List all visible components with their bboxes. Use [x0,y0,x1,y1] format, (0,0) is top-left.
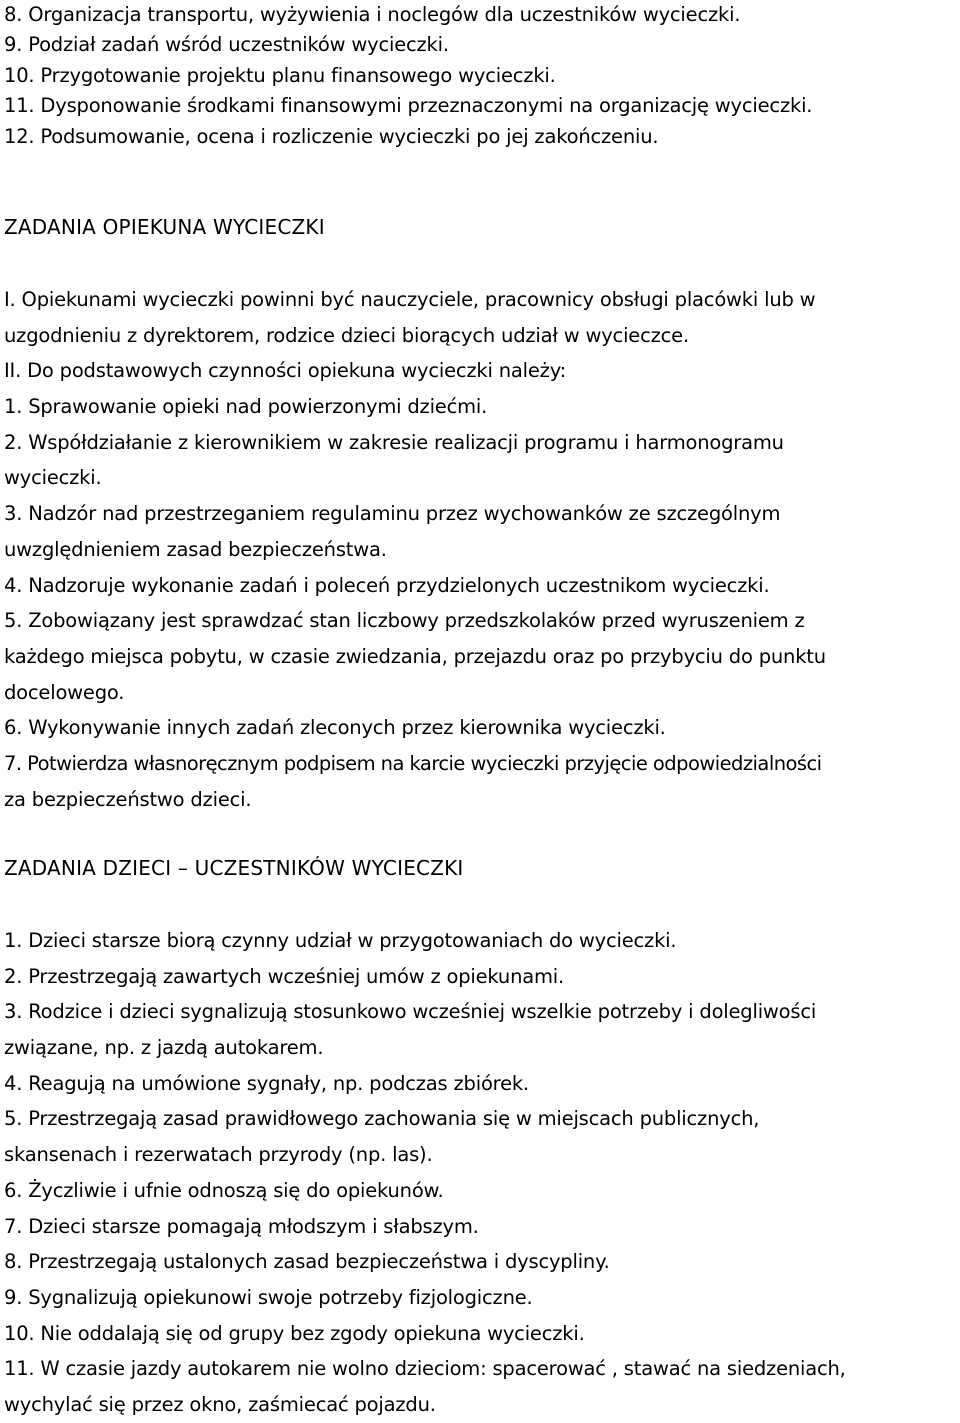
list-item: 8. Przestrzegają ustalonych zasad bezpieczeństwa i dyscypliny. [4,1250,610,1274]
paragraph-line: uzgodnieniu z dyrektorem, rodzice dzieci biorących udział w wycieczce. [4,323,689,347]
list-item: 7. Potwierdza własnoręcznym podpisem na karcie wycieczki przyjęcie odpowiedzialności [4,751,822,775]
list-item: 1. Sprawowanie opieki nad powierzonymi dziećmi. [4,395,488,419]
list-item: 11. Dysponowanie środkami finansowymi przeznaczonymi na organizację wycieczki. [4,94,813,118]
section-heading-guardian: ZADANIA OPIEKUNA WYCIECZKI [4,215,325,239]
list-item: 4. Reagują na umówione sygnały, np. podczas zbiórek. [4,1071,529,1095]
list-item: 2. Współdziałanie z kierownikiem w zakresie realizacji programu i harmonogramu [4,430,784,454]
list-item: 12. Podsumowanie, ocena i rozliczenie wycieczki po jej zakończeniu. [4,124,659,148]
list-item-continuation: skansenach i rezerwatach przyrody (np. las). [4,1143,433,1167]
list-item: 5. Przestrzegają zasad prawidłowego zachowania się w miejscach publicznych, [4,1107,760,1131]
list-item-continuation: związane, np. z jazdą autokarem. [4,1036,324,1060]
list-item: 3. Nadzór nad przestrzeganiem regulaminu przez wychowanków ze szczególnym [4,502,781,526]
list-item: 3. Rodzice i dzieci sygnalizują stosunkowo wcześniej wszelkie potrzeby i dolegliwości [4,1000,817,1024]
list-item: 10. Przygotowanie projektu planu finansowego wycieczki. [4,63,556,87]
list-item: 9. Sygnalizują opiekunowi swoje potrzeby fizjologiczne. [4,1285,533,1309]
list-item: 6. Wykonywanie innych zadań zleconych przez kierownika wycieczki. [4,716,666,740]
list-item: 9. Podział zadań wśród uczestników wycieczki. [4,33,449,57]
section-heading-children: ZADANIA DZIECI – UCZESTNIKÓW WYCIECZKI [4,856,464,880]
list-item-continuation: wycieczki. [4,466,102,490]
list-item: 10. Nie oddalają się od grupy bez zgody opiekuna wycieczki. [4,1321,585,1345]
guardian-tasks [4,282,826,817]
list-item-continuation: docelowego. [4,680,125,704]
list-item: 11. W czasie jazdy autokarem nie wolno dzieciom: spacerować , stawać na siedzeniach, [4,1357,846,1381]
list-item: 5. Zobowiązany jest sprawdzać stan liczbowy przedszkolaków przed wyruszeniem z [4,609,805,633]
list-item: 7. Dzieci starsze pomagają młodszym i słabszym. [4,1214,479,1238]
paragraph-line: II. Do podstawowych czynności opiekuna wycieczki należy: [4,359,566,383]
children-tasks [4,923,846,1423]
list-item: 6. Życzliwie i ufnie odnoszą się do opiekunów. [4,1178,444,1202]
list-item: 1. Dzieci starsze biorą czynny udział w przygotowaniach do wycieczki. [4,929,677,952]
top-list [4,0,812,152]
list-item-continuation: uwzględnieniem zasad bezpieczeństwa. [4,537,387,561]
list-item: 8. Organizacja transportu, wyżywienia i noclegów dla uczestników wycieczki. [4,3,741,26]
list-item-continuation: wychylać się przez okno, zaśmiecać pojazdu. [4,1392,436,1416]
list-item-continuation: za bezpieczeństwo dzieci. [4,787,252,811]
list-item: 2. Przestrzegają zawartych wcześniej umów z opiekunami. [4,964,564,988]
list-item-continuation: każdego miejsca pobytu, w czasie zwiedzania, przejazdu oraz po przybyciu do punktu [4,644,826,668]
paragraph-line: I. Opiekunami wycieczki powinni być nauczyciele, pracownicy obsługi placówki lub w [4,288,816,311]
list-item: 4. Nadzoruje wykonanie zadań i poleceń przydzielonych uczestnikom wycieczki. [4,573,770,597]
